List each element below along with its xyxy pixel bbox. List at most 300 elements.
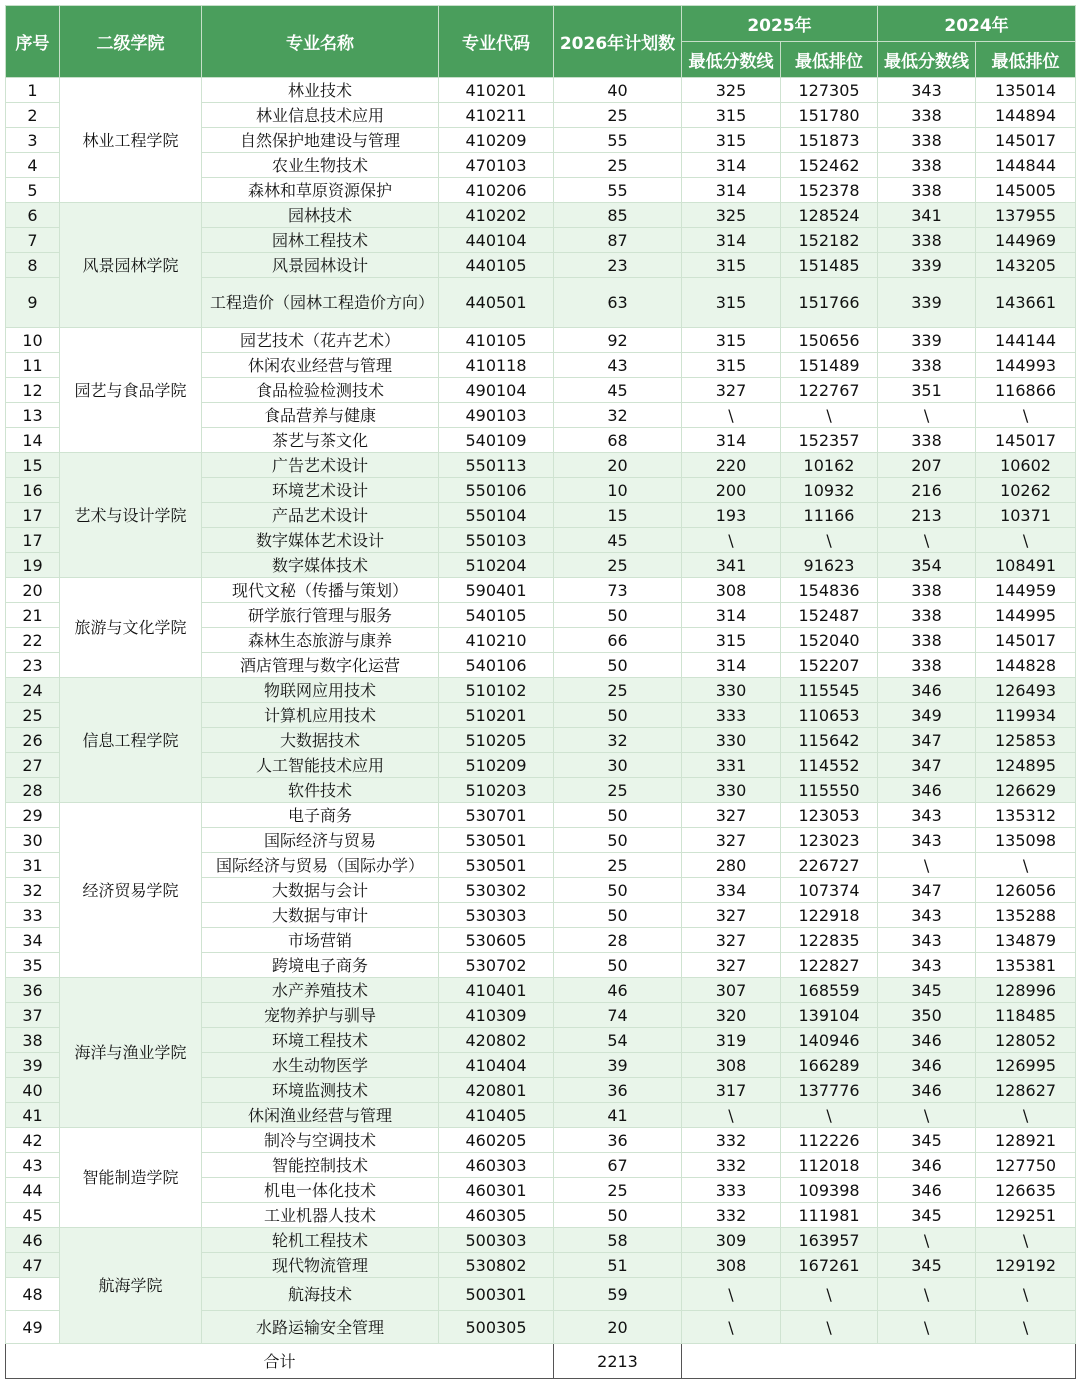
plan-cell: 50 — [554, 953, 682, 978]
college-cell: 经济贸易学院 — [60, 803, 202, 978]
major-code-cell: 460303 — [439, 1153, 554, 1178]
major-code-cell: 530303 — [439, 903, 554, 928]
score-2024-cell: 338 — [878, 103, 976, 128]
score-2025-cell: 327 — [682, 828, 781, 853]
score-2024-cell: 338 — [878, 178, 976, 203]
plan-cell: 55 — [554, 128, 682, 153]
plan-cell: 50 — [554, 703, 682, 728]
plan-cell: 39 — [554, 1053, 682, 1078]
rank-2024-cell: 128921 — [976, 1128, 1076, 1153]
rank-2024-cell: 135014 — [976, 78, 1076, 103]
major-code-cell: 500305 — [439, 1311, 554, 1344]
seq-cell: 29 — [6, 803, 60, 828]
seq-cell: 48 — [6, 1278, 60, 1311]
major-code-cell: 590401 — [439, 578, 554, 603]
score-2025-cell: 308 — [682, 1253, 781, 1278]
score-2025-cell: 341 — [682, 553, 781, 578]
plan-cell: 36 — [554, 1078, 682, 1103]
score-2025-cell: 327 — [682, 953, 781, 978]
major-name-cell: 研学旅行管理与服务 — [202, 603, 439, 628]
plan-cell: 25 — [554, 103, 682, 128]
rank-2024-cell: \ — [976, 853, 1076, 878]
seq-cell: 12 — [6, 378, 60, 403]
rank-2024-cell: 126635 — [976, 1178, 1076, 1203]
seq-cell: 26 — [6, 728, 60, 753]
plan-cell: 43 — [554, 353, 682, 378]
score-2024-cell: 346 — [878, 678, 976, 703]
score-2024-cell: 346 — [878, 778, 976, 803]
major-code-cell: 530501 — [439, 853, 554, 878]
major-name-cell: 跨境电子商务 — [202, 953, 439, 978]
score-2024-cell: \ — [878, 1103, 976, 1128]
score-2024-cell: 345 — [878, 1253, 976, 1278]
major-code-cell: 410309 — [439, 1003, 554, 1028]
rank-2024-cell: 10602 — [976, 453, 1076, 478]
score-2025-cell: 220 — [682, 453, 781, 478]
score-2025-cell: 327 — [682, 928, 781, 953]
major-code-cell: 550106 — [439, 478, 554, 503]
plan-cell: 15 — [554, 503, 682, 528]
plan-cell: 25 — [554, 553, 682, 578]
rank-2024-cell: \ — [976, 528, 1076, 553]
rank-2025-cell: 163957 — [781, 1228, 878, 1253]
score-2025-cell: 330 — [682, 778, 781, 803]
plan-cell: 40 — [554, 78, 682, 103]
rank-2025-cell: 127305 — [781, 78, 878, 103]
major-code-cell: 460301 — [439, 1178, 554, 1203]
table-body — [6, 78, 1076, 1344]
score-2024-cell: 347 — [878, 753, 976, 778]
major-name-cell: 农业生物技术 — [202, 153, 439, 178]
rank-2024-cell: 145017 — [976, 428, 1076, 453]
major-name-cell: 广告艺术设计 — [202, 453, 439, 478]
plan-cell: 73 — [554, 578, 682, 603]
score-2025-cell: 333 — [682, 703, 781, 728]
rank-2024-cell: 118485 — [976, 1003, 1076, 1028]
seq-cell: 28 — [6, 778, 60, 803]
seq-cell: 17 — [6, 503, 60, 528]
score-2025-cell: 309 — [682, 1228, 781, 1253]
major-name-cell: 智能控制技术 — [202, 1153, 439, 1178]
seq-cell: 47 — [6, 1253, 60, 1278]
major-name-cell: 食品检验检测技术 — [202, 378, 439, 403]
table-row — [6, 678, 1076, 703]
plan-cell: 50 — [554, 878, 682, 903]
rank-2024-cell: 126629 — [976, 778, 1076, 803]
score-2024-cell: 338 — [878, 128, 976, 153]
score-2025-cell: 314 — [682, 178, 781, 203]
score-2024-cell: 354 — [878, 553, 976, 578]
plan-cell: 67 — [554, 1153, 682, 1178]
rank-2025-cell: 109398 — [781, 1178, 878, 1203]
score-2025-cell: 314 — [682, 228, 781, 253]
major-name-cell: 国际经济与贸易（国际办学） — [202, 853, 439, 878]
college-cell: 智能制造学院 — [60, 1128, 202, 1228]
plan-cell: 20 — [554, 453, 682, 478]
seq-cell: 11 — [6, 353, 60, 378]
score-2025-cell: 200 — [682, 478, 781, 503]
score-2024-cell: 207 — [878, 453, 976, 478]
major-name-cell: 环境监测技术 — [202, 1078, 439, 1103]
rank-2025-cell: 150656 — [781, 328, 878, 353]
rank-2024-cell: 126995 — [976, 1053, 1076, 1078]
plan-cell: 25 — [554, 153, 682, 178]
rank-2024-cell: \ — [976, 1278, 1076, 1311]
major-name-cell: 林业技术 — [202, 78, 439, 103]
score-2025-cell: 314 — [682, 428, 781, 453]
major-code-cell: 440105 — [439, 253, 554, 278]
rank-2025-cell: 152378 — [781, 178, 878, 203]
header-code: 专业代码 — [439, 6, 554, 78]
rank-2025-cell: 151766 — [781, 278, 878, 328]
major-code-cell: 440501 — [439, 278, 554, 328]
score-2024-cell: 343 — [878, 78, 976, 103]
rank-2024-cell: 145017 — [976, 628, 1076, 653]
plan-cell: 68 — [554, 428, 682, 453]
score-2024-cell: 338 — [878, 353, 976, 378]
score-2024-cell: 343 — [878, 803, 976, 828]
plan-cell: 28 — [554, 928, 682, 953]
major-name-cell: 环境工程技术 — [202, 1028, 439, 1053]
rank-2025-cell: 122918 — [781, 903, 878, 928]
major-name-cell: 现代文秘（传播与策划） — [202, 578, 439, 603]
seq-cell: 16 — [6, 478, 60, 503]
rank-2024-cell: 10262 — [976, 478, 1076, 503]
major-code-cell: 530701 — [439, 803, 554, 828]
score-2025-cell: 325 — [682, 203, 781, 228]
plan-cell: 55 — [554, 178, 682, 203]
major-code-cell: 530702 — [439, 953, 554, 978]
rank-2025-cell: 11166 — [781, 503, 878, 528]
seq-cell: 13 — [6, 403, 60, 428]
major-code-cell: 420802 — [439, 1028, 554, 1053]
rank-2025-cell: 152182 — [781, 228, 878, 253]
rank-2025-cell: 10162 — [781, 453, 878, 478]
major-code-cell: 460205 — [439, 1128, 554, 1153]
seq-cell: 7 — [6, 228, 60, 253]
rank-2024-cell: 129192 — [976, 1253, 1076, 1278]
header-major: 专业名称 — [202, 6, 439, 78]
header-2024-min-score: 最低分数线 — [878, 42, 976, 78]
rank-2024-cell: 144894 — [976, 103, 1076, 128]
college-cell: 旅游与文化学院 — [60, 578, 202, 678]
header-college: 二级学院 — [60, 6, 202, 78]
seq-cell: 20 — [6, 578, 60, 603]
seq-cell: 33 — [6, 903, 60, 928]
seq-cell: 32 — [6, 878, 60, 903]
table-row — [6, 803, 1076, 828]
score-2024-cell: 216 — [878, 478, 976, 503]
seq-cell: 14 — [6, 428, 60, 453]
header-year-2025: 2025年 — [682, 6, 878, 42]
score-2024-cell: 338 — [878, 653, 976, 678]
rank-2024-cell: 145017 — [976, 128, 1076, 153]
seq-cell: 27 — [6, 753, 60, 778]
rank-2024-cell: 135312 — [976, 803, 1076, 828]
major-code-cell: 550104 — [439, 503, 554, 528]
score-2024-cell: 347 — [878, 728, 976, 753]
plan-cell: 58 — [554, 1228, 682, 1253]
score-2025-cell: 327 — [682, 903, 781, 928]
rank-2024-cell: 125853 — [976, 728, 1076, 753]
header-2024-min-rank: 最低排位 — [976, 42, 1076, 78]
major-code-cell: 410118 — [439, 353, 554, 378]
rank-2025-cell: 128524 — [781, 203, 878, 228]
table-row — [6, 328, 1076, 353]
score-2024-cell: \ — [878, 1278, 976, 1311]
rank-2024-cell: 144993 — [976, 353, 1076, 378]
rank-2024-cell: 143205 — [976, 253, 1076, 278]
major-name-cell: 电子商务 — [202, 803, 439, 828]
seq-cell: 38 — [6, 1028, 60, 1053]
major-name-cell: 自然保护地建设与管理 — [202, 128, 439, 153]
major-code-cell: 490103 — [439, 403, 554, 428]
plan-cell: 45 — [554, 378, 682, 403]
rank-2024-cell: \ — [976, 403, 1076, 428]
plan-cell: 87 — [554, 228, 682, 253]
score-2024-cell: \ — [878, 853, 976, 878]
score-2024-cell: 351 — [878, 378, 976, 403]
seq-cell: 24 — [6, 678, 60, 703]
major-code-cell: 410211 — [439, 103, 554, 128]
rank-2025-cell: 152357 — [781, 428, 878, 453]
rank-2025-cell: \ — [781, 528, 878, 553]
rank-2025-cell: \ — [781, 1103, 878, 1128]
rank-2024-cell: 137955 — [976, 203, 1076, 228]
score-2024-cell: \ — [878, 528, 976, 553]
major-name-cell: 林业信息技术应用 — [202, 103, 439, 128]
major-name-cell: 现代物流管理 — [202, 1253, 439, 1278]
rank-2025-cell: 115550 — [781, 778, 878, 803]
major-code-cell: 530802 — [439, 1253, 554, 1278]
major-name-cell: 园艺技术（花卉艺术） — [202, 328, 439, 353]
score-2025-cell: \ — [682, 1103, 781, 1128]
major-name-cell: 环境艺术设计 — [202, 478, 439, 503]
table-row — [6, 978, 1076, 1003]
score-2025-cell: 307 — [682, 978, 781, 1003]
admission-table — [5, 5, 1076, 1379]
major-code-cell: 410210 — [439, 628, 554, 653]
score-2025-cell: 325 — [682, 78, 781, 103]
college-cell: 海洋与渔业学院 — [60, 978, 202, 1128]
score-2025-cell: 315 — [682, 328, 781, 353]
college-cell: 园艺与食品学院 — [60, 328, 202, 453]
seq-cell: 45 — [6, 1203, 60, 1228]
table-row — [6, 1228, 1076, 1253]
rank-2024-cell: 144828 — [976, 653, 1076, 678]
rank-2025-cell: \ — [781, 403, 878, 428]
rank-2025-cell: 226727 — [781, 853, 878, 878]
major-code-cell: 550113 — [439, 453, 554, 478]
seq-cell: 49 — [6, 1311, 60, 1344]
score-2024-cell: 346 — [878, 1028, 976, 1053]
major-name-cell: 大数据技术 — [202, 728, 439, 753]
major-code-cell: 540106 — [439, 653, 554, 678]
major-code-cell: 410105 — [439, 328, 554, 353]
score-2024-cell: 345 — [878, 1128, 976, 1153]
major-code-cell: 540109 — [439, 428, 554, 453]
rank-2024-cell: \ — [976, 1103, 1076, 1128]
rank-2024-cell: 108491 — [976, 553, 1076, 578]
college-cell: 艺术与设计学院 — [60, 453, 202, 578]
seq-cell: 41 — [6, 1103, 60, 1128]
seq-cell: 23 — [6, 653, 60, 678]
major-code-cell: 500301 — [439, 1278, 554, 1311]
rank-2025-cell: 112226 — [781, 1128, 878, 1153]
rank-2024-cell: 134879 — [976, 928, 1076, 953]
major-code-cell: 460305 — [439, 1203, 554, 1228]
rank-2025-cell: 152040 — [781, 628, 878, 653]
score-2024-cell: \ — [878, 1228, 976, 1253]
major-code-cell: 510201 — [439, 703, 554, 728]
seq-cell: 6 — [6, 203, 60, 228]
table-row — [6, 203, 1076, 228]
rank-2024-cell: 144144 — [976, 328, 1076, 353]
rank-2025-cell: 122767 — [781, 378, 878, 403]
seq-cell: 19 — [6, 553, 60, 578]
seq-cell: 10 — [6, 328, 60, 353]
seq-cell: 34 — [6, 928, 60, 953]
major-name-cell: 物联网应用技术 — [202, 678, 439, 703]
plan-cell: 63 — [554, 278, 682, 328]
score-2025-cell: 332 — [682, 1153, 781, 1178]
major-name-cell: 数字媒体艺术设计 — [202, 528, 439, 553]
rank-2024-cell: 10371 — [976, 503, 1076, 528]
score-2024-cell: 346 — [878, 1078, 976, 1103]
major-code-cell: 410405 — [439, 1103, 554, 1128]
rank-2025-cell: 110653 — [781, 703, 878, 728]
seq-cell: 4 — [6, 153, 60, 178]
plan-cell: 50 — [554, 903, 682, 928]
score-2025-cell: 327 — [682, 378, 781, 403]
score-2025-cell: 280 — [682, 853, 781, 878]
rank-2025-cell: 10932 — [781, 478, 878, 503]
seq-cell: 21 — [6, 603, 60, 628]
major-code-cell: 530302 — [439, 878, 554, 903]
rank-2024-cell: 143661 — [976, 278, 1076, 328]
plan-cell: 92 — [554, 328, 682, 353]
major-code-cell: 410404 — [439, 1053, 554, 1078]
major-name-cell: 人工智能技术应用 — [202, 753, 439, 778]
major-name-cell: 大数据与审计 — [202, 903, 439, 928]
score-2024-cell: 338 — [878, 628, 976, 653]
score-2025-cell: \ — [682, 1311, 781, 1344]
rank-2024-cell: 144969 — [976, 228, 1076, 253]
major-code-cell: 530605 — [439, 928, 554, 953]
seq-cell: 8 — [6, 253, 60, 278]
major-code-cell: 500303 — [439, 1228, 554, 1253]
score-2024-cell: 349 — [878, 703, 976, 728]
rank-2025-cell: 140946 — [781, 1028, 878, 1053]
major-code-cell: 410206 — [439, 178, 554, 203]
major-code-cell: 510204 — [439, 553, 554, 578]
rank-2024-cell: 145005 — [976, 178, 1076, 203]
major-code-cell: 510102 — [439, 678, 554, 703]
major-code-cell: 490104 — [439, 378, 554, 403]
rank-2024-cell: 116866 — [976, 378, 1076, 403]
seq-cell: 22 — [6, 628, 60, 653]
header-year-2024: 2024年 — [878, 6, 1076, 42]
score-2025-cell: 327 — [682, 803, 781, 828]
major-name-cell: 软件技术 — [202, 778, 439, 803]
score-2025-cell: 334 — [682, 878, 781, 903]
rank-2025-cell: 122827 — [781, 953, 878, 978]
rank-2025-cell: 123023 — [781, 828, 878, 853]
score-2024-cell: 338 — [878, 603, 976, 628]
major-code-cell: 470103 — [439, 153, 554, 178]
score-2025-cell: 308 — [682, 1053, 781, 1078]
major-name-cell: 酒店管理与数字化运营 — [202, 653, 439, 678]
plan-cell: 10 — [554, 478, 682, 503]
rank-2025-cell: \ — [781, 1278, 878, 1311]
plan-cell: 74 — [554, 1003, 682, 1028]
rank-2025-cell: 168559 — [781, 978, 878, 1003]
plan-cell: 59 — [554, 1278, 682, 1311]
seq-cell: 43 — [6, 1153, 60, 1178]
rank-2024-cell: 135288 — [976, 903, 1076, 928]
score-2024-cell: 346 — [878, 1153, 976, 1178]
plan-cell: 46 — [554, 978, 682, 1003]
rank-2025-cell: 115545 — [781, 678, 878, 703]
score-2024-cell: 346 — [878, 1053, 976, 1078]
rank-2025-cell: 152487 — [781, 603, 878, 628]
rank-2024-cell: 129251 — [976, 1203, 1076, 1228]
plan-cell: 36 — [554, 1128, 682, 1153]
college-cell: 风景园林学院 — [60, 203, 202, 328]
score-2024-cell: 343 — [878, 953, 976, 978]
seq-cell: 37 — [6, 1003, 60, 1028]
score-2024-cell: 350 — [878, 1003, 976, 1028]
plan-cell: 50 — [554, 803, 682, 828]
score-2025-cell: 319 — [682, 1028, 781, 1053]
seq-cell: 2 — [6, 103, 60, 128]
major-name-cell: 大数据与会计 — [202, 878, 439, 903]
major-code-cell: 410401 — [439, 978, 554, 1003]
rank-2024-cell: \ — [976, 1311, 1076, 1344]
score-2024-cell: \ — [878, 1311, 976, 1344]
score-2025-cell: 333 — [682, 1178, 781, 1203]
major-code-cell: 540105 — [439, 603, 554, 628]
major-name-cell: 森林和草原资源保护 — [202, 178, 439, 203]
rank-2024-cell: 128996 — [976, 978, 1076, 1003]
rank-2025-cell: 111981 — [781, 1203, 878, 1228]
score-2025-cell: 330 — [682, 678, 781, 703]
plan-cell: 50 — [554, 653, 682, 678]
score-2024-cell: 343 — [878, 828, 976, 853]
plan-cell: 41 — [554, 1103, 682, 1128]
table-row — [6, 1128, 1076, 1153]
score-2025-cell: 314 — [682, 653, 781, 678]
rank-2025-cell: 115642 — [781, 728, 878, 753]
score-2024-cell: 345 — [878, 978, 976, 1003]
rank-2024-cell: 128627 — [976, 1078, 1076, 1103]
major-name-cell: 国际经济与贸易 — [202, 828, 439, 853]
seq-cell: 35 — [6, 953, 60, 978]
score-2025-cell: 332 — [682, 1128, 781, 1153]
header-seq: 序号 — [6, 6, 60, 78]
major-code-cell: 410202 — [439, 203, 554, 228]
total-label: 合计 — [6, 1344, 554, 1379]
header-2025-min-rank: 最低排位 — [781, 42, 878, 78]
table-row — [6, 78, 1076, 103]
plan-cell: 23 — [554, 253, 682, 278]
score-2024-cell: 213 — [878, 503, 976, 528]
score-2025-cell: 314 — [682, 603, 781, 628]
table-row — [6, 578, 1076, 603]
score-2025-cell: 315 — [682, 103, 781, 128]
rank-2024-cell: 144844 — [976, 153, 1076, 178]
score-2025-cell: 308 — [682, 578, 781, 603]
